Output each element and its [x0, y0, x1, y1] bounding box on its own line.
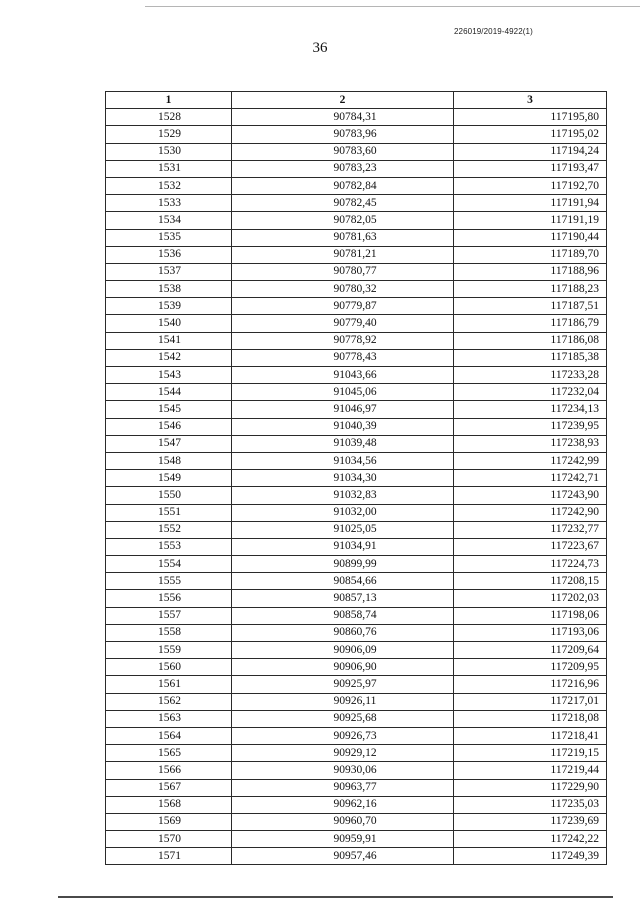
- table-cell: 90783,23: [232, 160, 454, 177]
- table-cell: 91039,48: [232, 435, 454, 452]
- table-cell: 117249,39: [454, 848, 607, 865]
- table-cell: 1557: [106, 607, 232, 624]
- table-cell: 1555: [106, 573, 232, 590]
- table-row: [106, 659, 607, 676]
- table-row: [106, 642, 607, 659]
- table-cell: 1531: [106, 160, 232, 177]
- table-row: [106, 470, 607, 487]
- table-cell: 1546: [106, 418, 232, 435]
- table-row: [106, 779, 607, 796]
- table-cell: 1550: [106, 487, 232, 504]
- table-row: [106, 195, 607, 212]
- table-cell: 1569: [106, 813, 232, 830]
- table-row: [106, 349, 607, 366]
- table-cell: 117219,15: [454, 745, 607, 762]
- table-cell: 1568: [106, 796, 232, 813]
- table-cell: 1533: [106, 195, 232, 212]
- table-cell: 90781,21: [232, 246, 454, 263]
- table-cell: 1561: [106, 676, 232, 693]
- table-cell: 90782,84: [232, 177, 454, 194]
- table-cell: 117242,90: [454, 504, 607, 521]
- table-cell: 90779,87: [232, 298, 454, 315]
- table-cell: 117239,69: [454, 813, 607, 830]
- table-cell: 117202,03: [454, 590, 607, 607]
- table-cell: 117186,08: [454, 332, 607, 349]
- table-cell: 91034,30: [232, 470, 454, 487]
- table-row: [106, 727, 607, 744]
- table-row: [106, 590, 607, 607]
- table-cell: 1528: [106, 109, 232, 126]
- table-cell: 90962,16: [232, 796, 454, 813]
- table-cell: 117232,77: [454, 521, 607, 538]
- table-cell: 90783,96: [232, 126, 454, 143]
- table-row: [106, 831, 607, 848]
- table-cell: 117242,22: [454, 831, 607, 848]
- table-cell: 1560: [106, 659, 232, 676]
- table-row: [106, 384, 607, 401]
- table-cell: 117234,13: [454, 401, 607, 418]
- table-cell: 117189,70: [454, 246, 607, 263]
- table-cell: 117195,02: [454, 126, 607, 143]
- table-row: [106, 813, 607, 830]
- table-cell: 117185,38: [454, 349, 607, 366]
- table-cell: 90781,63: [232, 229, 454, 246]
- table-row: [106, 556, 607, 573]
- table-row: [106, 693, 607, 710]
- table-cell: 117242,71: [454, 470, 607, 487]
- table-cell: 117224,73: [454, 556, 607, 573]
- table-cell: 90957,46: [232, 848, 454, 865]
- table-cell: 117187,51: [454, 298, 607, 315]
- table-cell: 117243,90: [454, 487, 607, 504]
- table-cell: 1529: [106, 126, 232, 143]
- table-cell: 117242,99: [454, 452, 607, 469]
- bottom-rule: [58, 896, 613, 898]
- table-cell: 117193,47: [454, 160, 607, 177]
- table-cell: 117239,95: [454, 418, 607, 435]
- table-cell: 117190,44: [454, 229, 607, 246]
- table-cell: 90782,05: [232, 212, 454, 229]
- table-cell: 117218,08: [454, 710, 607, 727]
- top-rule: [145, 6, 640, 7]
- table-cell: 1571: [106, 848, 232, 865]
- table-cell: 117233,28: [454, 367, 607, 384]
- table-cell: 117191,19: [454, 212, 607, 229]
- table-cell: 91034,56: [232, 452, 454, 469]
- table-cell: 117217,01: [454, 693, 607, 710]
- table-row: [106, 263, 607, 280]
- table-cell: 117191,94: [454, 195, 607, 212]
- table-cell: 91034,91: [232, 538, 454, 555]
- page-number: 36: [312, 40, 328, 56]
- table-cell: 90780,32: [232, 281, 454, 298]
- table-cell: 1562: [106, 693, 232, 710]
- table-row: [106, 246, 607, 263]
- table-cell: 1530: [106, 143, 232, 160]
- table-row: [106, 160, 607, 177]
- document-id: 226019/2019-4922(1): [454, 27, 533, 36]
- table-cell: 117209,64: [454, 642, 607, 659]
- table-cell: 117192,70: [454, 177, 607, 194]
- table-cell: 117188,96: [454, 263, 607, 280]
- table-cell: 90930,06: [232, 762, 454, 779]
- table-cell: 1534: [106, 212, 232, 229]
- table-row: [106, 538, 607, 555]
- table-cell: 90858,74: [232, 607, 454, 624]
- table-cell: 90959,91: [232, 831, 454, 848]
- table-cell: 90926,11: [232, 693, 454, 710]
- table-cell: 1536: [106, 246, 232, 263]
- table-cell: 1563: [106, 710, 232, 727]
- table-cell: 1564: [106, 727, 232, 744]
- table-cell: 90925,97: [232, 676, 454, 693]
- table-cell: 90784,31: [232, 109, 454, 126]
- table-row: [106, 762, 607, 779]
- table-cell: 1559: [106, 642, 232, 659]
- table-row: [106, 504, 607, 521]
- table-cell: 90778,92: [232, 332, 454, 349]
- table-cell: 90783,60: [232, 143, 454, 160]
- table-cell: 1551: [106, 504, 232, 521]
- table-cell: 91040,39: [232, 418, 454, 435]
- table-row: [106, 487, 607, 504]
- table-row: [106, 848, 607, 865]
- table-cell: 1554: [106, 556, 232, 573]
- table-cell: 1567: [106, 779, 232, 796]
- table-cell: 91025,05: [232, 521, 454, 538]
- table-row: [106, 796, 607, 813]
- table-header-row: [106, 92, 607, 109]
- table-row: [106, 332, 607, 349]
- table-cell: 1537: [106, 263, 232, 280]
- table-cell: 90906,09: [232, 642, 454, 659]
- column-header: 2: [232, 92, 454, 109]
- table-cell: 1552: [106, 521, 232, 538]
- table-cell: 91043,66: [232, 367, 454, 384]
- table-row: [106, 177, 607, 194]
- table-cell: 117186,79: [454, 315, 607, 332]
- table-row: [106, 607, 607, 624]
- table-cell: 117223,67: [454, 538, 607, 555]
- table-cell: 117232,04: [454, 384, 607, 401]
- table-cell: 1556: [106, 590, 232, 607]
- table-cell: 91032,00: [232, 504, 454, 521]
- table-body: [106, 109, 607, 865]
- table-row: [106, 573, 607, 590]
- table-cell: 117209,95: [454, 659, 607, 676]
- table-cell: 117235,03: [454, 796, 607, 813]
- table-cell: 90960,70: [232, 813, 454, 830]
- table-row: [106, 367, 607, 384]
- table-row: [106, 401, 607, 418]
- table-row: [106, 710, 607, 727]
- table-cell: 91032,83: [232, 487, 454, 504]
- table-cell: 1540: [106, 315, 232, 332]
- table-cell: 90860,76: [232, 624, 454, 641]
- table-row: [106, 315, 607, 332]
- table-cell: 90780,77: [232, 263, 454, 280]
- table-row: [106, 126, 607, 143]
- table-cell: 90929,12: [232, 745, 454, 762]
- table-cell: 1535: [106, 229, 232, 246]
- table-cell: 90779,40: [232, 315, 454, 332]
- table-cell: 90778,43: [232, 349, 454, 366]
- coordinates-table: [105, 91, 607, 865]
- table-cell: 1553: [106, 538, 232, 555]
- table-row: [106, 745, 607, 762]
- table-row: [106, 281, 607, 298]
- table-cell: 1543: [106, 367, 232, 384]
- table-row: [106, 435, 607, 452]
- table-row: [106, 109, 607, 126]
- table-row: [106, 298, 607, 315]
- table-cell: 1545: [106, 401, 232, 418]
- table-cell: 117188,23: [454, 281, 607, 298]
- table-cell: 90857,13: [232, 590, 454, 607]
- table-cell: 1542: [106, 349, 232, 366]
- table-cell: 117238,93: [454, 435, 607, 452]
- table-cell: 90906,90: [232, 659, 454, 676]
- table-cell: 1532: [106, 177, 232, 194]
- table-cell: 1547: [106, 435, 232, 452]
- table-row: [106, 229, 607, 246]
- table-cell: 1566: [106, 762, 232, 779]
- table-row: [106, 521, 607, 538]
- table-row: [106, 452, 607, 469]
- table-cell: 90899,99: [232, 556, 454, 573]
- table-cell: 1570: [106, 831, 232, 848]
- table-row: [106, 418, 607, 435]
- table-cell: 1539: [106, 298, 232, 315]
- table-cell: 1541: [106, 332, 232, 349]
- table-cell: 90854,66: [232, 573, 454, 590]
- table-cell: 1548: [106, 452, 232, 469]
- table-cell: 117198,06: [454, 607, 607, 624]
- column-header: 1: [106, 92, 232, 109]
- table-cell: 1544: [106, 384, 232, 401]
- table-cell: 1538: [106, 281, 232, 298]
- table-cell: 117219,44: [454, 762, 607, 779]
- table-cell: 117216,96: [454, 676, 607, 693]
- table-cell: 117229,90: [454, 779, 607, 796]
- table-cell: 117208,15: [454, 573, 607, 590]
- table-cell: 117195,80: [454, 109, 607, 126]
- table-row: [106, 143, 607, 160]
- column-header: 3: [454, 92, 607, 109]
- table-cell: 90963,77: [232, 779, 454, 796]
- table-cell: 117193,06: [454, 624, 607, 641]
- table-cell: 90926,73: [232, 727, 454, 744]
- table-row: [106, 676, 607, 693]
- table-row: [106, 624, 607, 641]
- table-cell: 1549: [106, 470, 232, 487]
- table-cell: 117218,41: [454, 727, 607, 744]
- table-cell: 117194,24: [454, 143, 607, 160]
- table-cell: 90925,68: [232, 710, 454, 727]
- table-row: [106, 212, 607, 229]
- table-cell: 91046,97: [232, 401, 454, 418]
- table-cell: 90782,45: [232, 195, 454, 212]
- table-cell: 1558: [106, 624, 232, 641]
- table-cell: 91045,06: [232, 384, 454, 401]
- table-cell: 1565: [106, 745, 232, 762]
